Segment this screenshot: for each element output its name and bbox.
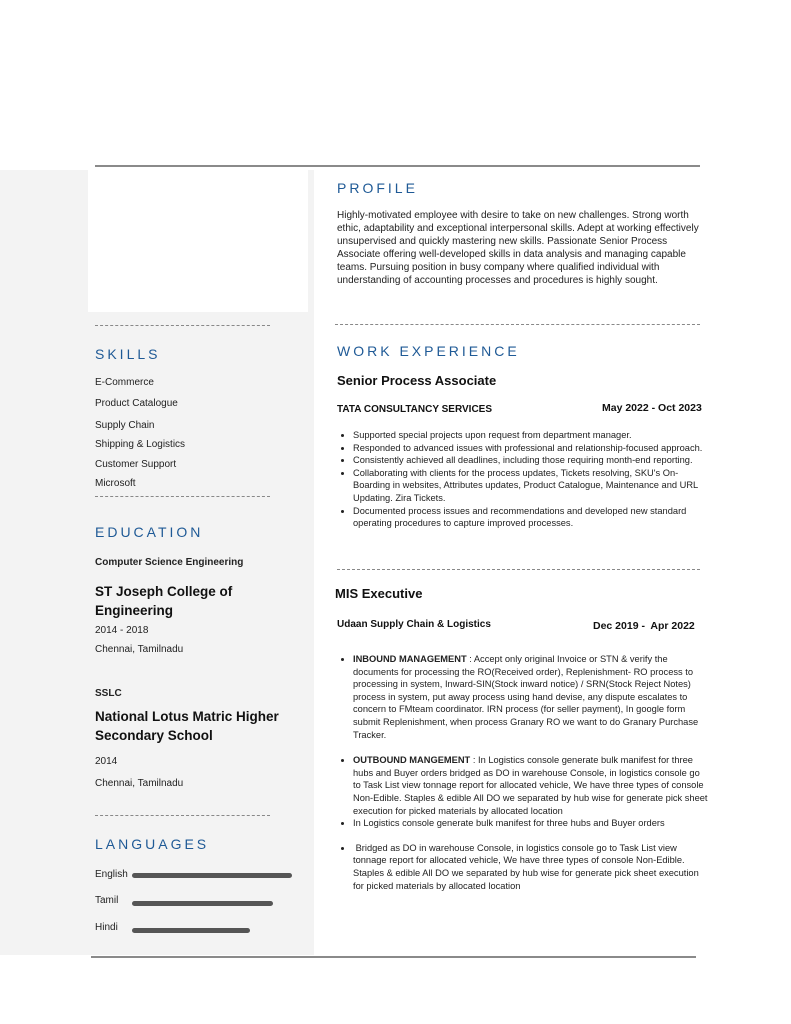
bullet-item: • Consistently achieved all deadlines, including those requiring month-end reporting. — [353, 454, 703, 467]
education-location: Chennai, Tamilnadu — [95, 644, 184, 655]
education-school: National Lotus Matric Higher Secondary School — [95, 709, 279, 743]
bottom-rule — [91, 956, 696, 958]
top-rule — [95, 165, 700, 167]
divider — [337, 569, 700, 570]
bullet-item — [353, 653, 709, 741]
job-title: MIS Executive — [335, 586, 423, 601]
divider — [95, 815, 270, 816]
education-heading: EDUCATION — [95, 524, 204, 540]
bullet-item — [353, 817, 709, 830]
profile-text: Highly-motivated employee with desire to take on new challenges. Strong worth ethic, adaptability and exceptional interpersonal skills. Adept at working effectively unsupervised and quickly mastering new skills. Passionate Senior Process Associate offering well-developed skills in data analysis and managing capable teams. Pursuing position in busy company where qualified individual with understanding of accounting processes and procedures is highly sought. — [337, 210, 699, 286]
skills-heading: SKILLS — [95, 346, 161, 362]
job-dates: Dec 2019 - Apr 2022 — [593, 620, 695, 632]
profile-heading: PROFILE — [337, 180, 418, 196]
bullet-text: In Logistics console generate bulk manifest for three hubs and Buyer orders — [353, 818, 665, 829]
education-years: 2014 — [95, 756, 118, 767]
languages-heading: LANGUAGES — [95, 836, 210, 852]
language-level-bar — [132, 873, 292, 878]
education-degree: Computer Science Engineering — [95, 557, 244, 568]
job-dates: May 2022 - Oct 2023 — [602, 402, 702, 414]
bullet-item: • Responded to advanced issues with professional and relationship-focused approach. — [353, 442, 703, 455]
language-level-bar — [132, 928, 250, 933]
bullet-item: • Supported special projects upon request from department manager. — [353, 429, 703, 442]
divider — [335, 324, 700, 325]
skill-item: E-Commerce — [95, 377, 154, 388]
language-level-bar — [132, 901, 273, 906]
bullet-item: • Documented process issues and recommendations and developed new standard operating procedures to capture improved processes. — [353, 505, 703, 530]
skill-item: Supply Chain — [95, 420, 155, 431]
job-company: TATA CONSULTANCY SERVICES — [337, 404, 493, 415]
bullet-item — [353, 754, 709, 817]
education-degree: SSLC — [95, 688, 122, 699]
job-bullets — [337, 429, 703, 530]
job-company: Udaan Supply Chain & Logistics — [337, 619, 491, 630]
bullet-text: Bridged as DO in warehouse Console, in logistics console go to Task List view tonnage report for allocated vehicle, We have three types of console Non-Edible. Staples & edible All DO we separated by hub wise for generate pick sheet execution for picked materials by allocated location — [353, 842, 702, 891]
skill-item: Microsoft — [95, 478, 136, 489]
education-school: ST Joseph College of Engineering — [95, 584, 233, 618]
language-name: Hindi — [95, 922, 118, 933]
divider — [95, 325, 270, 326]
education-years: 2014 - 2018 — [95, 625, 149, 636]
skill-item: Customer Support — [95, 459, 177, 470]
bullet-item: • Collaborating with clients for the process updates, Tickets resolving, SKU's On-Boarding in websites, Attributes updates, Product Catalogue, Maintenance and URL Updating. Zira Tickets. — [353, 467, 703, 505]
job-title: Senior Process Associate — [337, 373, 497, 388]
language-name: English — [95, 869, 128, 880]
bullet-label: OUTBOUND MANGEMENT — [353, 755, 471, 766]
bullet-label: INBOUND MANAGEMENT — [353, 654, 467, 664]
bullet-text: : Accept only original Invoice or STN & verify the documents for processing the RO(Received order), Replenishment- RO process to processing in system, Inward-SIN(Stock inward notice) / SRN(Stock Reject Notes) process in system, put away process using hand devise, any dispute escalates to concern to FMteam coordinator. IRN process (for seller payment), In google form submit Replenishment, when process Granary RO we want to do Granary Purchase Tracker. — [353, 654, 699, 740]
bullet-item — [353, 842, 709, 892]
skill-item: Shipping & Logistics — [95, 439, 186, 450]
work-heading: WORK EXPERIENCE — [337, 343, 520, 359]
divider — [95, 496, 270, 497]
job-bullets — [337, 653, 709, 892]
education-location: Chennai, Tamilnadu — [95, 778, 184, 789]
language-name: Tamil — [95, 895, 119, 906]
photo-placeholder — [88, 170, 308, 312]
bullet-text: : In Logistics console generate bulk manifest for three hubs and Buyer orders bridged as DO in warehouse Console, in logistics console go to Task List view tonnage report for allocated vehicle, We have three types of console Non-Edible. Staples & edible All DO we separated by hub wise for generate pick sheet execution for picked materials by allocated location — [353, 755, 708, 816]
skill-item: Product Catalogue — [95, 398, 178, 409]
